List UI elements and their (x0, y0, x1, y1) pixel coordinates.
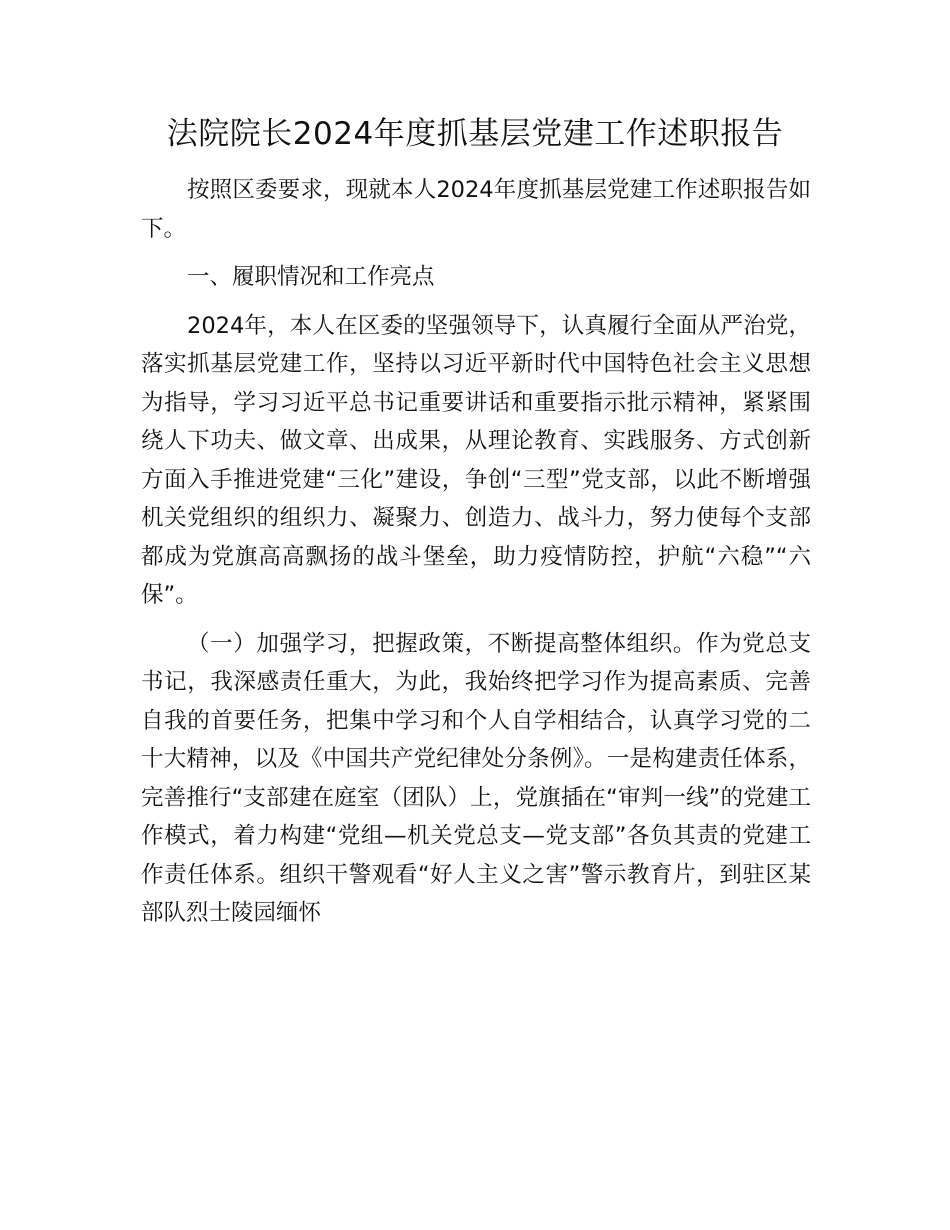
body-paragraph: （一）加强学习，把握政策，不断提高整体组织。作为党总支书记，我深感责任重大，为此，我始终把学习作为提高素质、完善自我的首要任务，把集中学习和个人自学相结合，认真学习党的二十大精神，以及《中国共产党纪律处分条例》。一是构建责任体系，完善推行“支部建在庭室（团队）上，党旗插在“审判一线”的党建工作模式，着力构建“党组—机关党总支—党支部”各负其责的党建工作责任体系。组织干警观看“好人主义之害”警示教育片，到驻区某部队烈士陵园缅怀 (141, 630, 811, 926)
document-title: 法院院长2024年度抓基层党建工作述职报告 (166, 116, 784, 152)
body-paragraph: 2024年，本人在区委的坚强领导下，认真履行全面从严治党，落实抓基层党建工作，坚持以习近平新时代中国特色社会主义思想为指导，学习习近平总书记重要讲话和重要指示批示精神，紧紧围绕人下功夫、做文章、出成果，从理论教育、实践服务、方式创新方面入手推进党建“三化”建设，争创“三型”党支部，以此不断增强机关党组织的组织力、凝聚力、创造力、战斗力，努力使每个支部都成为党旗高高飘扬的战斗堡垒，助力疫情防控，护航“六稳”“六保”。 (141, 312, 811, 608)
section-heading: 一、履职情况和工作亮点 (187, 264, 435, 290)
intro-paragraph: 按照区委要求，现就本人2024年度抓基层党建工作述职报告如下。 (141, 177, 811, 242)
document-body (141, 171, 811, 943)
